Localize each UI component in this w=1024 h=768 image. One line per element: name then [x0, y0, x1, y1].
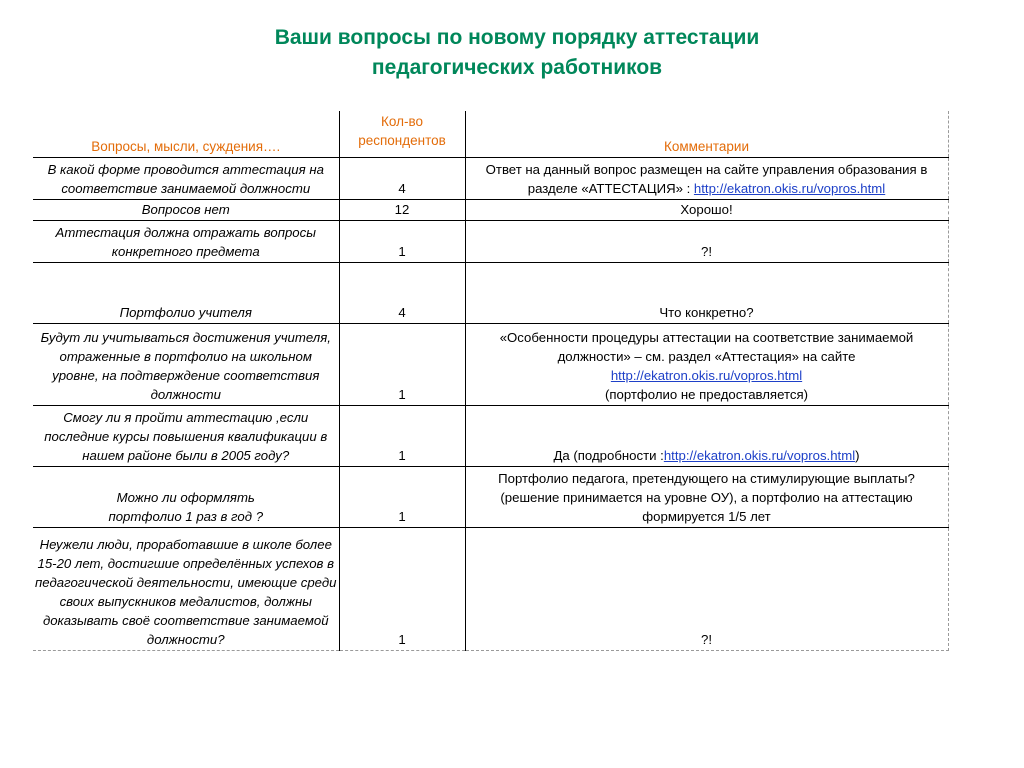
table-row: [33, 466, 948, 527]
comment-cell: Что конкретно?: [465, 262, 948, 323]
comment-close: ): [855, 447, 860, 463]
comment-cell: Портфолио педагога, претендующего на стимулирующие выплаты? (решение принимается на уровне ОУ), а портфолио на аттестацию формируется 1/5 лет: [465, 466, 948, 527]
count-cell: 1: [339, 323, 465, 405]
header-count: Кол-во респондентов: [339, 111, 465, 157]
table-row: [33, 405, 948, 466]
question-cell: [33, 466, 339, 527]
comment-cell: Хорошо!: [465, 199, 948, 220]
question-cell: Портфолио учителя: [33, 262, 339, 323]
table-row: [33, 262, 948, 323]
comment-text: Ответ на данный вопрос размещен на сайте управления образования в разделе «АТТЕСТАЦИЯ» :: [485, 161, 928, 196]
question-cell: Будут ли учитываться достижения учителя, отраженные в портфолио на школьном уровне, на подтверждение соответствия должности: [33, 323, 339, 405]
title-line-2: педагогических работников: [371, 56, 663, 79]
count-cell: 12: [339, 199, 465, 220]
count-cell: 1: [339, 220, 465, 262]
header-comments: Комментарии: [465, 111, 948, 157]
comment-text: Да (подробности :: [553, 447, 664, 463]
question-cell: В какой форме проводится аттестация на соответствие занимаемой должности: [33, 157, 339, 199]
question-line-2: портфолио 1 раз в год ?: [108, 508, 264, 524]
count-cell: 4: [339, 262, 465, 323]
title-line-1: Ваши вопросы по новому порядку аттестации: [274, 26, 760, 49]
comment-cell: [465, 405, 948, 466]
comment-cell: ?!: [465, 220, 948, 262]
count-cell: 1: [339, 527, 465, 650]
site-link[interactable]: http://ekatron.okis.ru/vopros.html: [610, 367, 803, 383]
question-cell: Аттестация должна отражать вопросы конкретного предмета: [33, 220, 339, 262]
table-row: [33, 527, 948, 650]
site-link[interactable]: http://ekatron.okis.ru/vopros.html: [693, 180, 886, 196]
survey-table: [33, 111, 949, 651]
question-line-1: Можно ли оформлять: [116, 489, 255, 505]
question-cell: Неужели люди, проработавшие в школе более 15-20 лет, достигшие определённых успехов в педагогической деятельности, имеющие среди своих выпускников медалистов, должны доказывать своё соответствие занимаемой должности?: [33, 527, 339, 650]
comment-text: «Особенности процедуры аттестации на соответствие занимаемой должности» – см. раздел «Аттестация» на сайте: [499, 329, 914, 364]
comment-cell: ?!: [465, 527, 948, 650]
count-cell: 1: [339, 405, 465, 466]
count-cell: 4: [339, 157, 465, 199]
count-cell: 1: [339, 466, 465, 527]
question-cell: Смогу ли я пройти аттестацию ,если последние курсы повышения квалификации в нашем районе были в 2005 году?: [33, 405, 339, 466]
table-row: [33, 157, 948, 199]
header-questions: Вопросы, мысли, суждения….: [33, 111, 339, 157]
table-row: [33, 220, 948, 262]
question-cell: Вопросов нет: [33, 199, 339, 220]
comment-cell: [465, 323, 948, 405]
site-link[interactable]: http://ekatron.okis.ru/vopros.html: [663, 447, 856, 463]
comment-note: (портфолио не предоставляется): [604, 386, 808, 402]
table-row: [33, 323, 948, 405]
comment-cell: [465, 157, 948, 199]
page-title: [0, 23, 1024, 83]
table-header-row: [33, 111, 948, 157]
table-row: [33, 199, 948, 220]
